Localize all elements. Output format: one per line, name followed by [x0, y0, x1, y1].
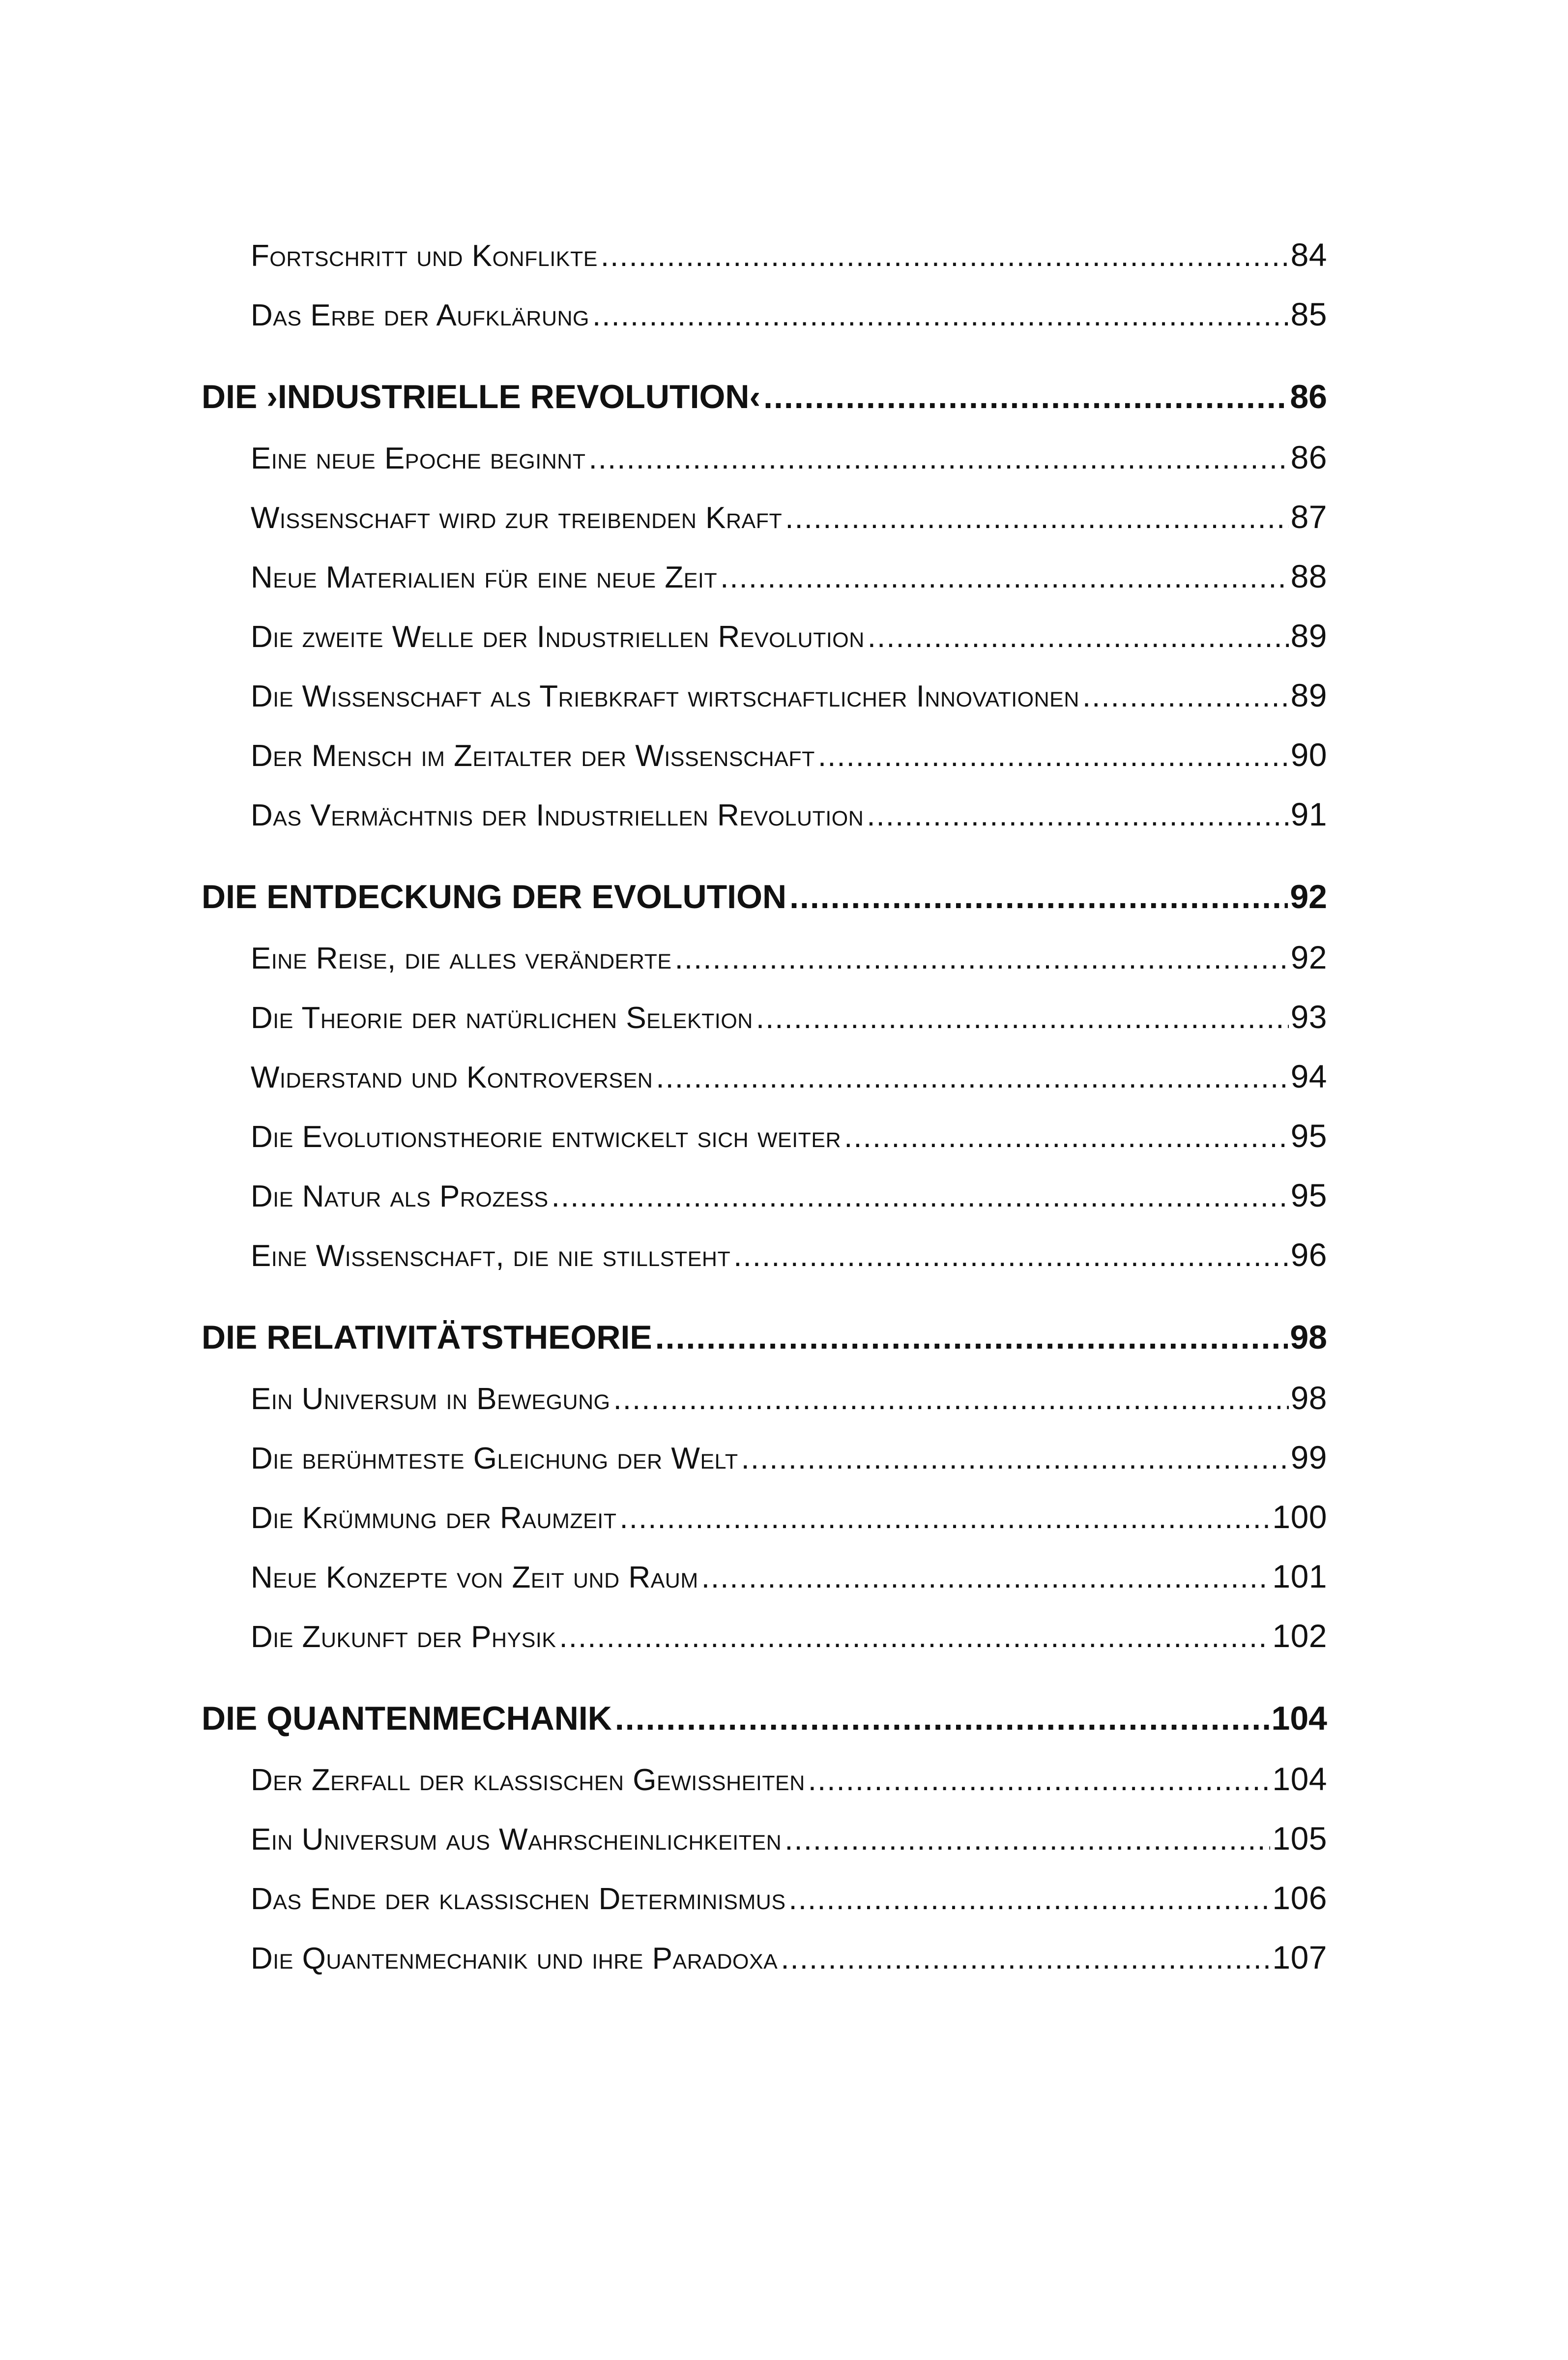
dot-leader [1082, 679, 1289, 714]
entry-page-number: 107 [1272, 1939, 1327, 1976]
dot-leader [720, 560, 1288, 595]
entry-page-number: 105 [1272, 1820, 1327, 1857]
dot-leader [656, 1060, 1288, 1095]
dot-leader [601, 238, 1289, 273]
dot-leader [589, 441, 1289, 476]
entry-title: Der Mensch im Zeitalter der Wissenschaft [251, 739, 815, 773]
entry-page-number: 92 [1290, 939, 1327, 975]
toc-entry[interactable] [202, 295, 1327, 355]
entry-page-number: 101 [1272, 1558, 1327, 1594]
entry-title: Das Erbe der Aufklärung [251, 298, 590, 332]
entry-title: Die Krümmung der Raumzeit [251, 1501, 617, 1535]
entry-title: Eine neue Epoche beginnt [251, 442, 586, 475]
toc-chapter-heading[interactable] [202, 1296, 1327, 1379]
dot-leader [844, 1120, 1288, 1154]
entry-page-number: 100 [1272, 1499, 1327, 1535]
dot-leader [675, 941, 1289, 976]
entry-title: Die Evolutionstheorie entwickelt sich weiter [251, 1120, 842, 1154]
entry-title: Fortschritt und Konflikte [251, 239, 598, 273]
toc-entry[interactable] [202, 796, 1327, 855]
entry-page-number: 86 [1290, 439, 1327, 475]
entry-page-number: 89 [1290, 677, 1327, 713]
toc-entry[interactable] [202, 1177, 1327, 1236]
entry-title: Wissenschaft wird zur treibenden Kraft [251, 501, 783, 535]
dot-leader [781, 1941, 1270, 1976]
entry-title: Neue Materialien für eine neue Zeit [251, 560, 718, 594]
dot-leader [868, 620, 1289, 654]
entry-title: Eine Wissenschaft, die nie stillsteht [251, 1239, 731, 1273]
dot-leader [615, 1699, 1270, 1738]
dot-leader [789, 1882, 1271, 1917]
toc-entry[interactable] [202, 1498, 1327, 1558]
toc-entry[interactable] [202, 1379, 1327, 1439]
toc-entry[interactable] [202, 1439, 1327, 1498]
toc-chapter-heading[interactable] [202, 855, 1327, 939]
entry-page-number: 95 [1290, 1177, 1327, 1213]
chapter-page-number: 98 [1290, 1319, 1327, 1356]
chapter-title: DIE ENTDECKUNG DER EVOLUTION [202, 878, 787, 915]
entry-title: Das Ende der klassischen Determinismus [251, 1882, 786, 1916]
chapter-page-number: 104 [1271, 1700, 1327, 1737]
entry-title: Die Quantenmechanik und ihre Paradoxa [251, 1942, 778, 1976]
toc-entry[interactable] [202, 1058, 1327, 1117]
toc-entry[interactable] [202, 1760, 1327, 1820]
toc-entry[interactable] [202, 1558, 1327, 1617]
entry-page-number: 106 [1272, 1880, 1327, 1916]
toc-entry[interactable] [202, 617, 1327, 677]
dot-leader [785, 501, 1288, 535]
entry-title: Die Wissenschaft als Triebkraft wirtschaftlicher Innovationen [251, 679, 1079, 713]
dot-leader [789, 878, 1288, 916]
chapter-page-number: 92 [1290, 878, 1327, 915]
toc-chapter-heading[interactable] [202, 355, 1327, 439]
entry-page-number: 99 [1290, 1439, 1327, 1475]
entry-page-number: 87 [1290, 499, 1327, 535]
entry-page-number: 94 [1290, 1058, 1327, 1094]
entry-page-number: 88 [1290, 558, 1327, 594]
toc-entry[interactable] [202, 1117, 1327, 1177]
toc-entry[interactable] [202, 736, 1327, 796]
entry-title: Eine Reise, die alles veränderte [251, 942, 672, 975]
toc-entry[interactable] [202, 1617, 1327, 1677]
toc-entry[interactable] [202, 998, 1327, 1058]
entry-title: Neue Konzepte von Zeit und Raum [251, 1561, 698, 1594]
dot-leader [552, 1179, 1289, 1214]
dot-leader [733, 1239, 1288, 1273]
toc-entry[interactable] [202, 439, 1327, 498]
entry-page-number: 84 [1290, 236, 1327, 273]
dot-leader [784, 1822, 1270, 1857]
toc-entry[interactable] [202, 236, 1327, 295]
dot-leader [592, 298, 1289, 333]
chapter-title: DIE QUANTENMECHANIK [202, 1700, 612, 1737]
entry-title: Die Zukunft der Physik [251, 1620, 556, 1654]
toc-entry[interactable] [202, 1939, 1327, 1998]
entry-title: Die Natur als Prozess [251, 1180, 549, 1213]
entry-page-number: 104 [1272, 1761, 1327, 1797]
dot-leader [620, 1501, 1271, 1535]
entry-title: Ein Universum in Bewegung [251, 1382, 610, 1416]
toc-entry[interactable] [202, 1236, 1327, 1296]
toc-entry[interactable] [202, 498, 1327, 558]
dot-leader [613, 1382, 1289, 1416]
entry-title: Widerstand und Kontroversen [251, 1061, 653, 1094]
dot-leader [741, 1441, 1289, 1476]
entry-title: Der Zerfall der klassischen Gewissheiten [251, 1763, 805, 1797]
table-of-contents [202, 236, 1327, 1998]
dot-leader [655, 1318, 1288, 1357]
entry-title: Die berühmteste Gleichung der Welt [251, 1442, 738, 1475]
entry-page-number: 89 [1290, 618, 1327, 654]
entry-page-number: 85 [1290, 296, 1327, 332]
toc-chapter-heading[interactable] [202, 1677, 1327, 1760]
dot-leader [808, 1763, 1271, 1798]
entry-page-number: 91 [1290, 796, 1327, 832]
toc-entry[interactable] [202, 1879, 1327, 1939]
toc-entry[interactable] [202, 558, 1327, 617]
entry-title: Die Theorie der natürlichen Selektion [251, 1001, 753, 1035]
entry-page-number: 93 [1290, 999, 1327, 1035]
entry-page-number: 90 [1290, 737, 1327, 773]
entry-page-number: 96 [1290, 1237, 1327, 1273]
dot-leader [867, 798, 1288, 833]
dot-leader [763, 378, 1288, 416]
entry-page-number: 95 [1290, 1118, 1327, 1154]
chapter-page-number: 86 [1290, 378, 1327, 415]
dot-leader [559, 1620, 1271, 1654]
dot-leader [818, 738, 1289, 773]
entry-title: Ein Universum aus Wahrscheinlichkeiten [251, 1823, 782, 1857]
entry-page-number: 98 [1290, 1380, 1327, 1416]
toc-entry[interactable] [202, 1820, 1327, 1879]
entry-page-number: 102 [1272, 1618, 1327, 1654]
entry-title: Die zweite Welle der Industriellen Revolution [251, 620, 865, 654]
entry-title: Das Vermächtnis der Industriellen Revolution [251, 798, 864, 832]
dot-leader [701, 1560, 1271, 1595]
toc-entry[interactable] [202, 939, 1327, 998]
toc-entry[interactable] [202, 677, 1327, 736]
dot-leader [756, 1001, 1289, 1035]
chapter-title: DIE RELATIVITÄTSTHEORIE [202, 1319, 652, 1356]
chapter-title: DIE ›INDUSTRIELLE REVOLUTION‹ [202, 378, 761, 415]
